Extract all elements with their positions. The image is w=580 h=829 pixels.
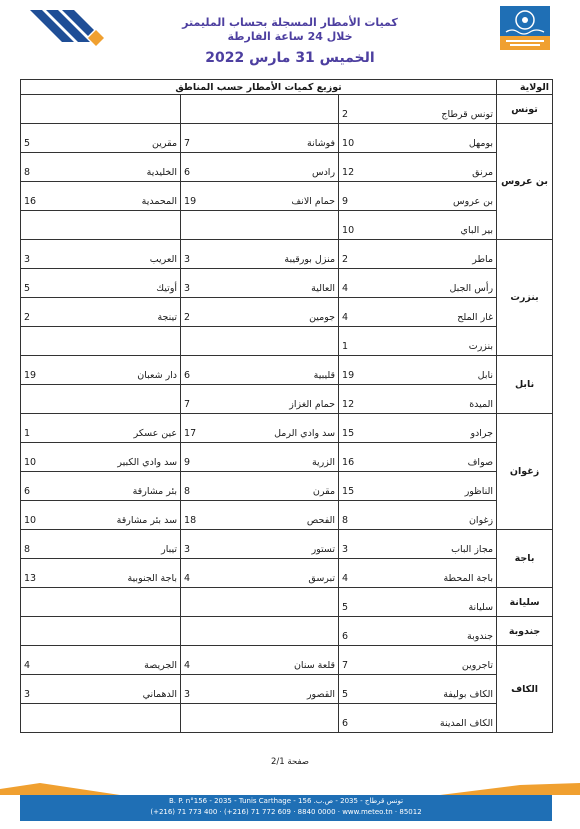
rainfall-value: 8 [181, 472, 239, 501]
table-row [21, 385, 553, 414]
rainfall-value: 4 [21, 646, 81, 675]
rainfall-value [181, 327, 239, 356]
station-name [81, 95, 181, 124]
station-name [81, 617, 181, 646]
table-row [21, 443, 553, 472]
rainfall-value: 12 [339, 153, 397, 182]
station-name: رادس [239, 153, 339, 182]
station-name: صواف [397, 443, 497, 472]
rainfall-value: 3 [181, 675, 239, 704]
table-row [21, 414, 553, 443]
rainfall-value: 6 [339, 704, 397, 733]
governorate-cell: باجة [497, 530, 553, 588]
footer-contacts: (+216) 71 773 400 · (+216) 71 772 609 · 8840 0000 · www.meteo.tn · 85012 [150, 808, 422, 816]
station-name: حمام الانف [239, 182, 339, 211]
rainfall-value: 6 [339, 617, 397, 646]
station-name: بن عروس [397, 182, 497, 211]
rainfall-value: 2 [339, 240, 397, 269]
rainfall-value: 18 [181, 501, 239, 530]
station-name: بومهل [397, 124, 497, 153]
rainfall-value [21, 617, 81, 646]
rainfall-value: 8 [21, 153, 81, 182]
rainfall-value: 19 [21, 356, 81, 385]
station-name: تاجروين [397, 646, 497, 675]
rainfall-value: 4 [339, 559, 397, 588]
station-name: ماطر [397, 240, 497, 269]
rainfall-value: 5 [21, 269, 81, 298]
station-name [81, 327, 181, 356]
station-name: باجة المحطة [397, 559, 497, 588]
rainfall-value: 4 [181, 646, 239, 675]
rainfall-value: 10 [339, 124, 397, 153]
rainfall-value: 2 [339, 95, 397, 124]
table-row [21, 356, 553, 385]
station-name: مجاز الباب [397, 530, 497, 559]
rainfall-value: 2 [21, 298, 81, 327]
station-name: تونس قرطاج [397, 95, 497, 124]
station-name [239, 588, 339, 617]
station-name: تينجة [81, 298, 181, 327]
governorate-column-header: الولاية [497, 80, 553, 95]
governorate-cell: بن عروس [497, 124, 553, 240]
station-name [81, 385, 181, 414]
station-name: العريب [81, 240, 181, 269]
table-row [21, 501, 553, 530]
station-name: بئر مشارقة [81, 472, 181, 501]
table-row [21, 704, 553, 733]
station-name: زغوان [397, 501, 497, 530]
station-name: العالية [239, 269, 339, 298]
table-row [21, 472, 553, 501]
station-name: نابل [397, 356, 497, 385]
rainfall-value: 6 [181, 356, 239, 385]
rainfall-value: 9 [339, 182, 397, 211]
rainfall-value [21, 327, 81, 356]
station-name: مقرن [239, 472, 339, 501]
rainfall-value: 16 [339, 443, 397, 472]
rainfall-value: 5 [339, 588, 397, 617]
table-row [21, 240, 553, 269]
table-row [21, 327, 553, 356]
governorate-cell: سليانة [497, 588, 553, 617]
rainfall-value [181, 588, 239, 617]
table-row [21, 182, 553, 211]
rainfall-value [21, 95, 81, 124]
footer-address: B. P. n°156 - 2035 - Tunis Carthage - تونس قرطاج - 2035 - ص.ب. 156 [168, 797, 404, 805]
station-name: منزل بورقيبة [239, 240, 339, 269]
rainfall-value: 9 [181, 443, 239, 472]
station-name: الكاف المدينة [397, 704, 497, 733]
rainfall-value [21, 211, 81, 240]
station-name: سد وادي الرمل [239, 414, 339, 443]
rainfall-value: 10 [339, 211, 397, 240]
national-meteorology-institute-logo [500, 6, 550, 50]
station-name: غار الملح [397, 298, 497, 327]
station-name: حمام الغزاز [239, 385, 339, 414]
rainfall-value: 8 [339, 501, 397, 530]
rainfall-value: 3 [21, 240, 81, 269]
governorate-cell: زغوان [497, 414, 553, 530]
station-name: الميدة [397, 385, 497, 414]
rainfall-value [181, 617, 239, 646]
table-row [21, 298, 553, 327]
table-row [21, 95, 553, 124]
rainfall-value: 8 [21, 530, 81, 559]
station-name: الزرية [239, 443, 339, 472]
table-row [21, 211, 553, 240]
rainfall-value: 3 [181, 530, 239, 559]
station-name: مرنق [397, 153, 497, 182]
rainfall-value: 19 [339, 356, 397, 385]
report-subtitle: خلال 24 ساعة الفارطة [227, 30, 353, 43]
governorate-cell: جندوبة [497, 617, 553, 646]
station-name: سد بئر مشارقة [81, 501, 181, 530]
rainfall-value: 16 [21, 182, 81, 211]
station-name: مقرين [81, 124, 181, 153]
table-row [21, 530, 553, 559]
rainfall-value: 7 [181, 385, 239, 414]
rainfall-value: 7 [181, 124, 239, 153]
footer-bar [20, 795, 552, 821]
station-name [81, 588, 181, 617]
rainfall-value: 5 [339, 675, 397, 704]
rainfall-table [20, 79, 553, 733]
station-name: الجريصة [81, 646, 181, 675]
rainfall-value: 10 [21, 443, 81, 472]
station-name: جندوبة [397, 617, 497, 646]
rainfall-value: 6 [21, 472, 81, 501]
rainfall-value: 5 [21, 124, 81, 153]
rainfall-value [181, 211, 239, 240]
station-name [239, 327, 339, 356]
distribution-column-header: توزيع كميات الأمطار حسب المناطق [21, 80, 497, 95]
rainfall-value [181, 95, 239, 124]
rainfall-value [21, 588, 81, 617]
station-name: أوتيك [81, 269, 181, 298]
table-row [21, 124, 553, 153]
page-number: صفحة 2/1 [271, 757, 309, 767]
rainfall-value: 10 [21, 501, 81, 530]
station-name [239, 617, 339, 646]
station-name: عين عسكر [81, 414, 181, 443]
rainfall-value: 4 [339, 298, 397, 327]
table-header-row [21, 80, 553, 95]
station-name: تبرسق [239, 559, 339, 588]
rainfall-value: 15 [339, 472, 397, 501]
station-name: الناظور [397, 472, 497, 501]
rainfall-value: 7 [339, 646, 397, 675]
station-name [239, 211, 339, 240]
station-name: باجة الجنوبية [81, 559, 181, 588]
table-row [21, 588, 553, 617]
station-name: جومين [239, 298, 339, 327]
rainfall-value: 3 [339, 530, 397, 559]
governorate-cell: بنزرت [497, 240, 553, 356]
governorate-cell: الكاف [497, 646, 553, 733]
station-name [81, 211, 181, 240]
table-row [21, 269, 553, 298]
station-name: بير الباي [397, 211, 497, 240]
rainfall-value: 4 [339, 269, 397, 298]
station-name: المحمدية [81, 182, 181, 211]
report-title: كميات الأمطار المسجلة بحساب المليمتر [182, 16, 398, 29]
rainfall-value: 12 [339, 385, 397, 414]
rainfall-value [181, 704, 239, 733]
report-date: الخميس 31 مارس 2022 [205, 50, 375, 66]
table-row [21, 617, 553, 646]
rainfall-value: 19 [181, 182, 239, 211]
rainfall-value: 4 [181, 559, 239, 588]
rainfall-value: 2 [181, 298, 239, 327]
table-row [21, 559, 553, 588]
rainfall-value: 3 [21, 675, 81, 704]
rainfall-value: 1 [21, 414, 81, 443]
rainfall-value: 17 [181, 414, 239, 443]
rainfall-value [21, 385, 81, 414]
station-name: قلعة سنان [239, 646, 339, 675]
table-row [21, 153, 553, 182]
rainfall-value: 6 [181, 153, 239, 182]
station-name: رأس الجبل [397, 269, 497, 298]
station-name: قليبية [239, 356, 339, 385]
rainfall-value [21, 704, 81, 733]
governorate-cell: تونس [497, 95, 553, 124]
station-name: فوشانة [239, 124, 339, 153]
table-row [21, 675, 553, 704]
rainfall-value: 13 [21, 559, 81, 588]
station-name: الخليدية [81, 153, 181, 182]
rainfall-value: 15 [339, 414, 397, 443]
station-name: دار شعبان [81, 356, 181, 385]
rainfall-value: 1 [339, 327, 397, 356]
rainfall-value: 3 [181, 240, 239, 269]
station-name: بنزرت [397, 327, 497, 356]
station-name: القصور [239, 675, 339, 704]
station-name: الكاف بوليفة [397, 675, 497, 704]
station-name [239, 95, 339, 124]
station-name: جرادو [397, 414, 497, 443]
governorate-cell: نابل [497, 356, 553, 414]
station-name: الفحص [239, 501, 339, 530]
footer-decoration [0, 783, 580, 795]
logo-stripes-icon [28, 8, 128, 58]
station-name [239, 704, 339, 733]
table-row [21, 646, 553, 675]
station-name: تستور [239, 530, 339, 559]
station-name [81, 704, 181, 733]
station-name: سليانة [397, 588, 497, 617]
station-name: تيبار [81, 530, 181, 559]
rainfall-value: 3 [181, 269, 239, 298]
station-name: سد وادي الكبير [81, 443, 181, 472]
station-name: الدهماني [81, 675, 181, 704]
